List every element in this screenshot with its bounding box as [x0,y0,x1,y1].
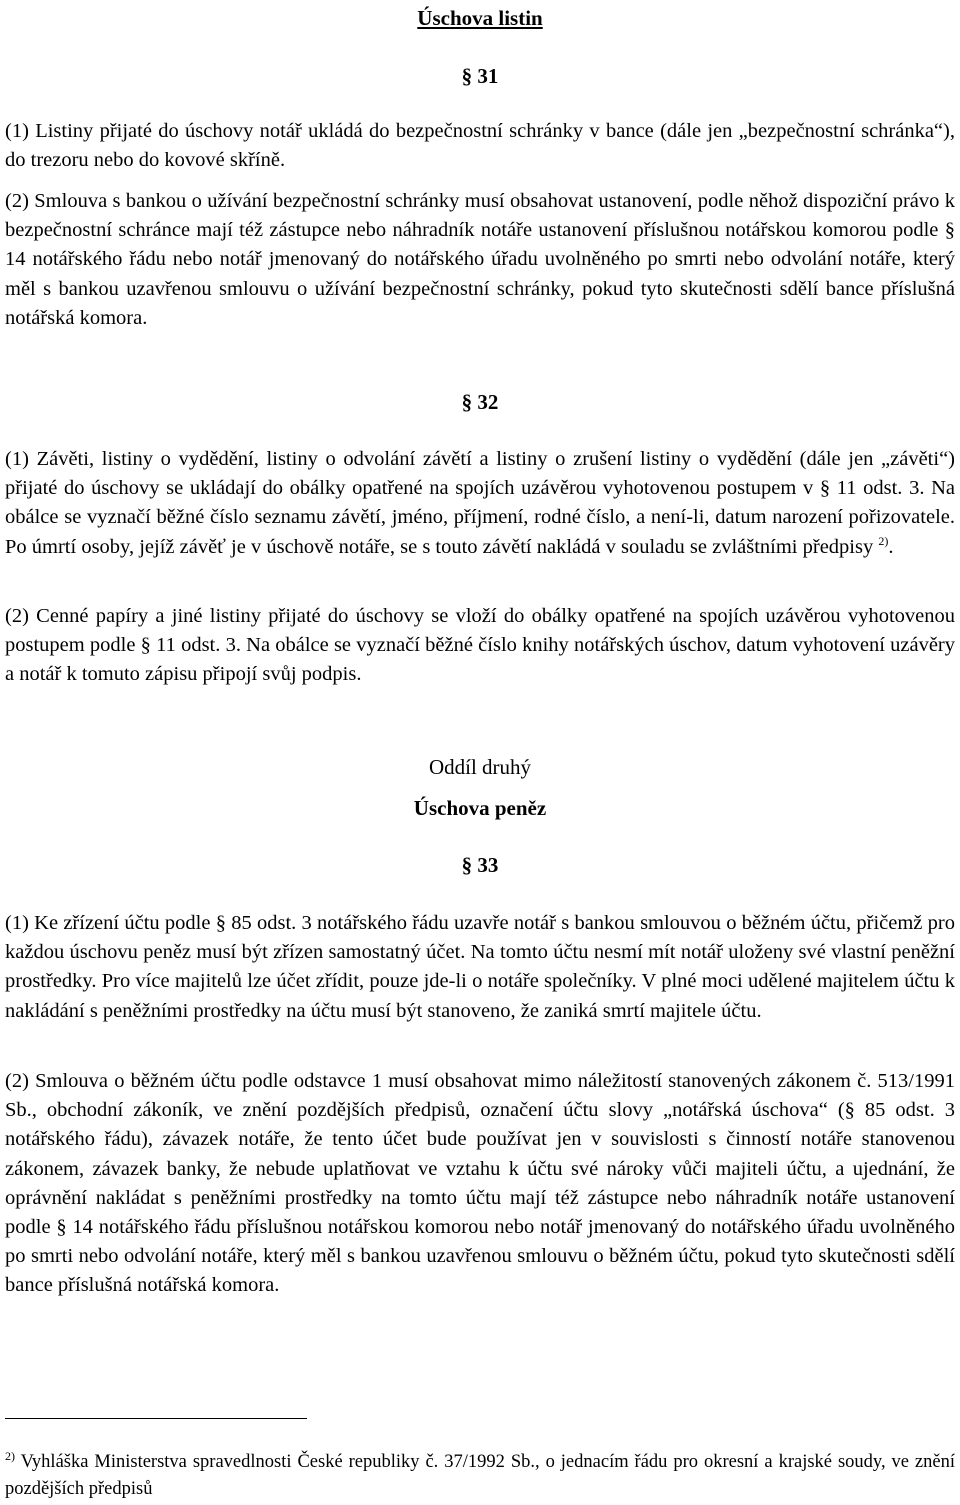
paragraph-32-1 [5,445,955,562]
footnote-reference: 2) [878,533,889,548]
paragraph-heading-33: § 33 [461,853,499,877]
part-label: Oddíl druhý [428,755,532,779]
paragraph-heading-31: § 31 [461,64,499,88]
paragraph-31-1: (1) Listiny přijaté do úschovy notář ukládá do bezpečnostní schránky v bance (dále jen „bezpečnostní schránka“), do trezoru nebo do kovové skříně. [5,120,955,172]
section-title-listin: Úschova listin [417,6,543,30]
paragraph-31-2: (2) Smlouva s bankou o užívání bezpečnostní schránky musí obsahovat ustanovení, podle něhož dispoziční právo k bezpečnostní schránce mají též zástupce nebo náhradník notáře ustanovení příslušnou notářskou komorou podle § 14 notářského řádu nebo notář jmenovaný do notářského úřadu uvolněného po smrti nebo odvolání notáře, který měl s bankou uzavřenou smlouvu o užívání bezpečnostní schránky, pokud tyto skutečnosti sdělí bance příslušná notářská komora. [5,190,955,329]
footnote-marker: 2) [5,1448,15,1463]
footnote-separator [5,1418,307,1419]
section-title-penez: Úschova peněz [413,796,547,820]
paragraph-33-2: (2) Smlouva o běžném účtu podle odstavce 1 musí obsahovat mimo náležitostí stanovených zákonem č. 513/1991 Sb., obchodní zákoník, ve znění pozdějších předpisů, označení účtu slovy „notářská úschova“ (§ 85 odst. 3 notářského řádu), závazek notáře, že tento účet bude používat jen v souvislosti s činností notáře stanovenou zákonem, závazek banky, že nebude uplatňovat ve vztahu k účtu své nároky vůči majiteli účtu, a ujednání, že oprávnění nakládat s peněžními prostředky na tomto účtu mají též zástupce nebo náhradník notáře ustanovení podle § 14 notářského řádu příslušnou notářskou komorou nebo notář jmenovaný do notářského úřadu uvolněného po smrti nebo odvolání notáře, který měl s bankou uzavřenou smlouvu o běžném účtu, pokud tyto skutečnosti sdělí bance příslušná notářská komora. [5,1070,955,1297]
paragraph-32-2: (2) Cenné papíry a jiné listiny přijaté do úschovy se vloží do obálky opatřené na spojích uzávěrou vyhotovenou postupem podle § 11 odst. 3. Na obálce se vyznačí běžné číslo knihy notářských úschov, datum vyhotovení uzávěry a notář k tomuto zápisu připojí svůj podpis. [5,605,955,686]
paragraph-heading-32: § 32 [461,390,499,414]
footnote-text: Vyhláška Ministerstva spravedlnosti České republiky č. 37/1992 Sb., o jednacím řádu pro okresní a krajské soudy, ve znění pozdějších předpisů [5,1452,955,1499]
paragraph-32-1-text: (1) Závěti, listiny o vydědění, listiny o odvolání závětí a listiny o zrušení listiny o vydědění (dále jen „závěti“) přijaté do úschovy se ukládají do obálky opatřené na spojích uzávěrou vyhotovenou postupem v § 11 odst. 3. Na obálce se vyznačí běžné číslo seznamu závětí, jméno, příjmení, rodné číslo, a není-li, datum narození pořizovatele. Po úmrtí osoby, jejíž závěť je v úschově notáře, se s touto závětí nakládá v souladu se zvláštními předpisy [5,448,955,558]
paragraph-33-1: (1) Ke zřízení účtu podle § 85 odst. 3 notářského řádu uzavře notář s bankou smlouvou o běžném účtu, přičemž pro každou úschovu peněz musí být zřízen samostatný účet. Na tomto účtu nesmí mít notář uloženy své vlastní peněžní prostředky. Pro více majitelů lze účet zřídit, pouze jde-li o notáře společníky. V plné moci udělené majitelem účtu k nakládání s peněžními prostředky na účtu musí být stanoveno, že zaniká smrtí majitele účtu. [5,912,955,1022]
footnote [5,1449,955,1503]
paragraph-32-1-end: . [888,535,894,558]
